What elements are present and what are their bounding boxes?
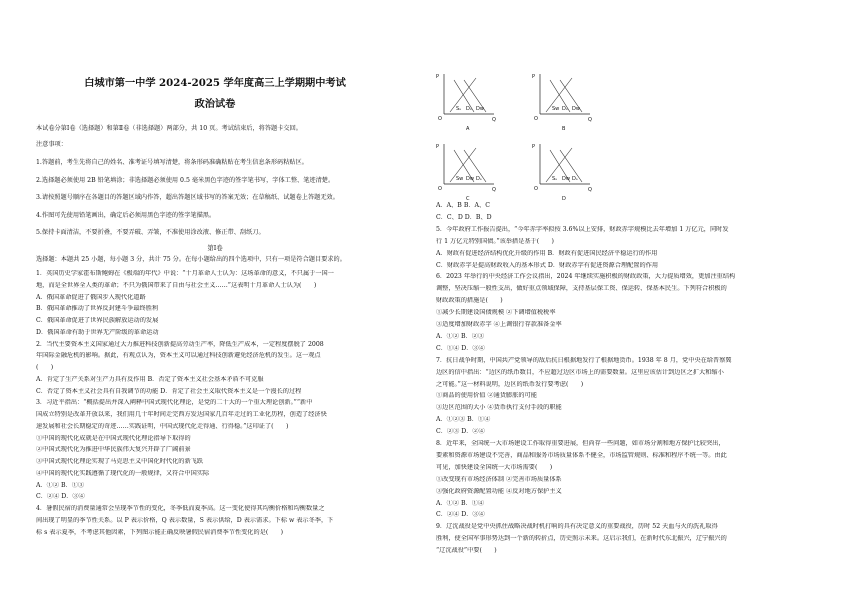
question-line: ①中国的现代化成就是在中国式现代化理论指导下取得的	[36, 434, 191, 442]
graph-label: C	[466, 196, 470, 202]
curve-label: Dw	[562, 176, 570, 182]
question-line: 5．今年政府工作报告提出，“今年赤字率拟按 3.6%以上安排，财政赤字规模比去年增加 1 万亿元，同时发	[436, 225, 729, 233]
question-line: D．俄国革命有助于世界无产阶级的革命运动	[36, 328, 159, 336]
question-line: 8．近年来，全国统一大市场建设工作取得重要进展，但尚存一些问题，如市场分割和地方保护比较突出，	[436, 440, 725, 447]
question-line: C．俄国革命促进了世界民族解放运动的发展	[36, 317, 159, 324]
question-line: 要素和资源市场建设不完善，商品和服务市场质量体系不健全，市场监管规则、标准和程序不统一等。由此	[436, 451, 727, 459]
question-line: 9．辽沈战役是党中央抓住战略决战时机打响的具有决定意义的重要战役，历时 52 天血与火的洗礼取得	[436, 523, 718, 531]
question-line: 速发展和社会长期稳定的奇迹……实践证明，中国式现代化走得通、行得稳。”这印证了( )	[36, 422, 289, 430]
question-line: ①减少长期建设国债规模 ②下调增值税税率	[436, 309, 556, 317]
question-line: 年国际金融危机的影响。据此，有观点认为，资本主义可以通过科技创新避免经济危机的发生。这一观点	[36, 352, 321, 360]
question-line: 行 1 万亿元特别国债。”该举措是基于( )	[436, 237, 554, 245]
question-line: 7．抗日战争时期，中国共产党领导的敌后抗日根据地发行了根据地货币。1938 年 8 月，党中央在给晋察冀	[436, 356, 732, 364]
axis-label-p: P	[436, 74, 440, 80]
question-line: ( )	[36, 364, 54, 371]
question-line: 可见，加快建设全国统一大市场需要( )	[436, 463, 553, 471]
question-line: A．俄国革命促进了俄国步入现代化道路	[36, 293, 146, 301]
question-line: C．②④ D．③④	[436, 511, 485, 519]
question-line: 地，而是全世界全人类的革命；不只为俄国带来了自由与社会主义……”这表明十月革命人士认为( )	[36, 281, 317, 289]
exam-subject: 政治试卷	[194, 98, 236, 110]
curve-label: Sₛ	[552, 176, 558, 182]
axis-label-q: Q	[492, 187, 496, 193]
curve-label: Dₛ	[466, 106, 472, 112]
origin-label: O	[534, 186, 538, 192]
origin-label: O	[534, 116, 538, 122]
question-line: ①商品的使用价值 ②通货膨胀的可能	[436, 392, 537, 400]
question-line: ②中国式现代化为推进中华民族伟大复兴开辟了广阔前景	[36, 446, 191, 454]
curve-label: Sw	[456, 176, 464, 182]
curve-label: Dₛ	[562, 106, 568, 112]
notice-item: 2.选择题必须使用 2B 铅笔填涂；非选择题必须使用 0.5 毫米黑色字迹的签字笔书写，字体工整、笔迹清楚。	[36, 177, 335, 184]
curve-label: Sₛ	[456, 106, 462, 112]
notice-item: 4.作图可先使用铅笔画出，确定后必须用黑色字迹的签字笔描黑。	[36, 212, 216, 219]
origin-label: O	[438, 186, 442, 192]
question-line: B．俄国革命推动了世界反封建斗争最终胜利	[36, 305, 159, 313]
supply-curve	[450, 78, 476, 112]
axis-label-q: Q	[588, 187, 592, 193]
axis-label-q: Q	[588, 117, 592, 123]
graph-label: D	[562, 196, 566, 202]
question-line: A．①② B．①③	[36, 481, 85, 489]
axis-label-p: P	[436, 144, 440, 150]
part-heading: 第Ⅰ卷	[207, 244, 223, 252]
notice-item: 3.请按照题号顺序在各题目的答题区域内作答，超出答题区域书写的答案无效；在草稿纸、试题卷上答题无效。	[36, 194, 339, 201]
question-line: 间出现了明显的季节性关系。以 P 表示价格，Q 表示数量，S 表示供给，D 表示需求。下标 w 表示冬季，下	[36, 516, 334, 524]
question-line: ①改变现有市场经济体制 ②完善市场质量体系	[436, 475, 562, 483]
curve-label: Sw	[552, 106, 560, 112]
question-line: ③中国式现代化理论实现了马克思主义中国化时代化的新飞跃	[36, 458, 204, 465]
question-line: ③边区范围的大小 ④货币执行支付手段的职能	[436, 404, 562, 412]
exam-intro: 本试卷分第Ⅰ卷（选择题）和第Ⅱ卷（非选择题）两部分，共 10 页。考试结束后，将答题卡交回。	[36, 125, 302, 132]
question-line: A．A、B B．A、C	[436, 202, 490, 209]
question-line: A．①②③ B．①④	[436, 416, 491, 424]
question-line: C．否定了资本主义社会具有自我调节的功能 D．肯定了社会主义取代资本主义是一个漫长的过程	[36, 387, 302, 395]
question-line: 调整，坚决压缩一般性支出，做好重点领域保障，支持基层保工资、保运转、保基本民生。下列符合积极的	[436, 285, 727, 293]
question-line: A．财政有促进经济结构优化升级的作用 B．财政有促进国民经济平稳运行的作用	[436, 249, 658, 257]
question-line: 边区的信中指出：“边区的纸币数目，不应超过边区市场上的需要数量。这里应该估计到边区之扩大和缩小	[436, 368, 724, 376]
question-line: C．财政赤字是提高财政收入的基本形式 D．财政赤字有促进资源合理配置的作用	[436, 261, 659, 269]
question-line: 3．习近平指出：“概括提出并深入阐释中国式现代化理论，是党的二十大的一个重大理论创新。”“新中	[36, 399, 313, 407]
question-line: A．肯定了生产关系对生产力具有反作用 B．否定了资本主义社会基本矛盾不可克服	[36, 375, 264, 383]
question-line: A．①② B．①④	[436, 499, 485, 507]
part-intro: 选择题：本题共 25 小题，每小题 3 分，共计 75 分。在每小题给出的四个选项中，只有一项是符合题目要求的。	[36, 256, 346, 263]
question-line: C．①④ D．③④	[436, 344, 485, 352]
question-line: 胜利，使全国军事形势达到一个新的转折点，历史照示未来。这启示我们，在新时代东北振兴，辽宁振兴的	[436, 535, 727, 543]
origin-label: O	[438, 116, 442, 122]
graph-c	[436, 142, 496, 208]
curve-label: Dₛ	[572, 176, 578, 182]
question-line: ③适度增加财政赤字 ④上调银行存款准备金率	[436, 321, 562, 328]
question-line: C．C、D D．B、D	[436, 213, 492, 221]
notice-item: 1.答题前，考生先将自己的姓名、准考证号填写清楚，将条形码准确粘贴在考生信息条形码粘贴区。	[36, 159, 308, 166]
question-line: 标 s 表示夏季，不考虑其他因素，下列图示能正确反映暑假民宿消费季节性变化的是( )	[36, 528, 284, 536]
graph-b	[532, 72, 592, 138]
question-line: 4．暑假民宿的消费量通常会呈现季节性的变化，冬季低而夏季高。这一变化使得其均衡价格和均衡数量之	[36, 505, 325, 512]
axis-label-p: P	[532, 74, 536, 80]
question-line: C．②③ D．②④	[436, 428, 485, 436]
question-line: 财政政策的措施是( )	[436, 297, 503, 305]
curve-label: Dw	[572, 106, 580, 112]
notice-item: 5.保持卡面清洁，不要折叠，不要弄破、弄皱，不准使用涂改液、修正带、刮纸刀。	[36, 229, 265, 236]
graph-label: B	[562, 126, 566, 132]
question-line: 6．2023 年举行的中央经济工作会议指出，2024 年继续实施积极的财政政策，大力提质增效，更加注重结构	[436, 273, 736, 281]
curve-label: Dₛ	[476, 176, 482, 182]
axis-label-p: P	[532, 144, 536, 150]
axis-label-q: Q	[492, 117, 496, 123]
question-line: 2．当代主要资本主义国家通过大力推进科技创新提高劳动生产率，降低生产成本，一定程度摆脱了 2008	[36, 340, 324, 348]
question-line: 之可能。”这一材料说明，边区的纸币发行要考虑( )	[436, 380, 584, 388]
question-line: C．②④ D．③④	[36, 493, 85, 501]
graph-label: A	[466, 126, 470, 132]
question-line: ③强化政府资源配置功能 ④反对地方保护主义	[436, 487, 562, 495]
exam-title: 白城市第一中学 2024-2025 学年度高三上学期期中考试	[84, 77, 346, 89]
question-line: 国成立特别是改革开放以来，我们用几十年时间走完西方发达国家几百年走过的工业化历程，创造了经济快	[36, 411, 327, 418]
graph-a	[436, 72, 496, 138]
question-line: 1．英国历史学家霍布斯鲍姆在《极端的年代》中说：“十月革命人士认为：这场革命的意义，不只属于一国一	[36, 270, 334, 277]
graph-d	[532, 142, 592, 208]
question-line: “辽沈战役”中要( )	[436, 547, 497, 555]
curve-label: Dw	[466, 176, 474, 182]
question-line: ④中国的现代化实践遵循了现代化的一般规律，又符合中国实际	[36, 469, 210, 477]
notice-heading: 注意事项：	[36, 141, 67, 148]
question-line: A．①② B．②③	[436, 332, 485, 340]
curve-label: Dw	[476, 106, 484, 112]
